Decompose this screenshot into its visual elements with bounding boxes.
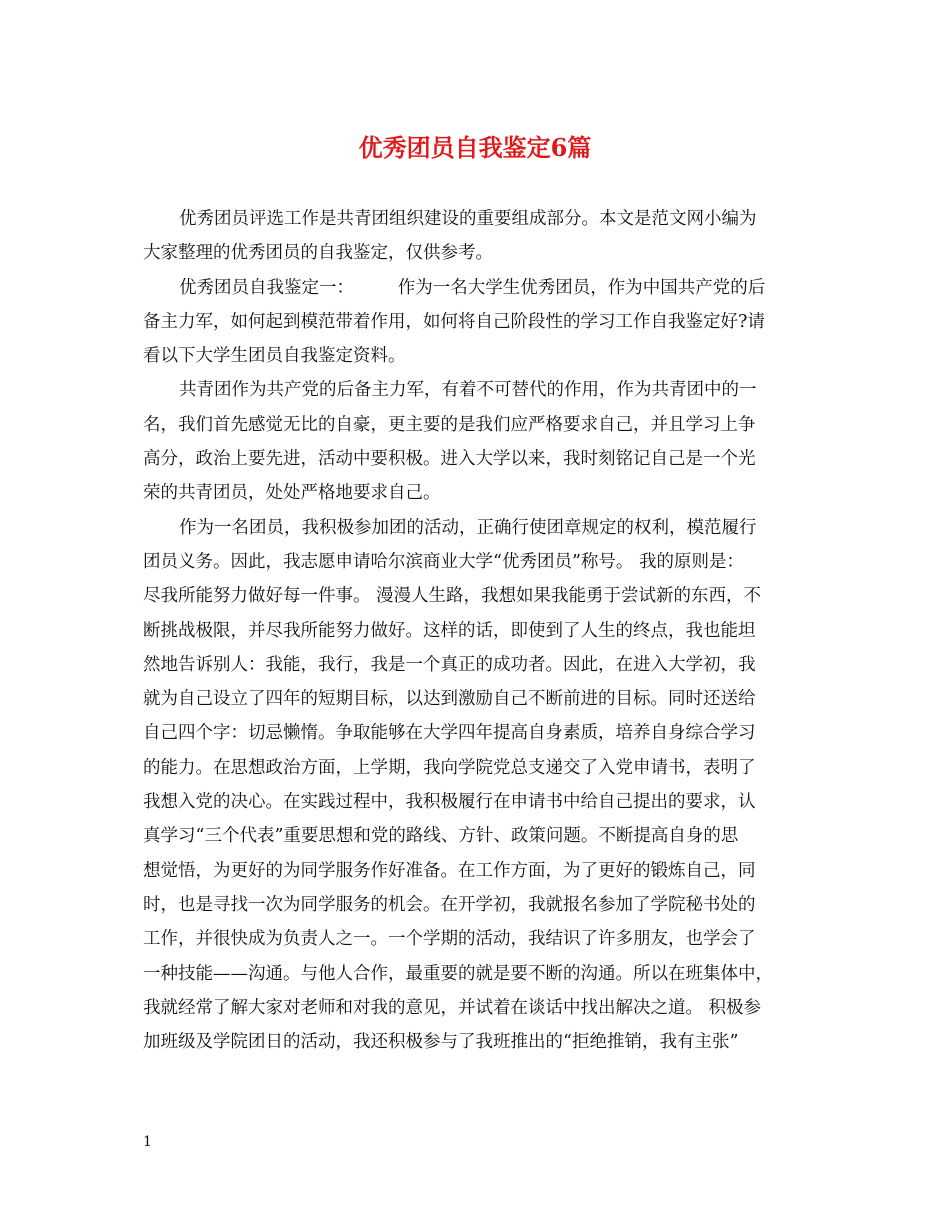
paragraph-line: 大家整理的优秀团员的自我鉴定，仅供参考。 [143, 243, 493, 264]
paragraph-line: 尽我所能努力做好每一件事。 漫漫人生路，我想如果我能勇于尝试新的东西，不 [143, 586, 762, 607]
paragraph-line: 一种技能——沟通。与他人合作，最重要的就是要不断的沟通。所以在班集体中， [143, 963, 773, 984]
paragraph-line: 名，我们首先感觉无比的自豪，更主要的是我们应严格要求自己，并且学习上争 [143, 414, 756, 435]
paragraph-line: 团员义务。因此，我志愿申请哈尔滨商业大学“优秀团员”称号。 我的原则是： [143, 551, 744, 572]
paragraph-line: 真学习“三个代表”重要思想和党的路线、方针、政策问题。不断提高自身的思 [143, 826, 739, 847]
paragraph-line: 加班级及学院团日的活动，我还积极参与了我班推出的“拒绝推销，我有主张” [143, 1032, 739, 1053]
paragraph-line: 优秀团员评选工作是共青团组织建设的重要组成部分。本文是范文网小编为 [179, 209, 757, 229]
paragraph-line: 优秀团员自我鉴定一： 作为一名大学生优秀团员，作为中国共产党的后 [179, 277, 766, 298]
paragraph-line: 共青团作为共产党的后备主力军，有着不可替代的作用，作为共青团中的一 [179, 380, 757, 401]
page-number: 1 [143, 1134, 152, 1150]
paragraph-line: 备主力军，如何起到模范带着作用，如何将自己阶段性的学习工作自我鉴定好?请 [143, 311, 765, 332]
paragraph-line: 作为一名团员，我积极参加团的活动，正确行使团章规定的权利，模范履行 [179, 517, 757, 538]
paragraph-line: 就为自己设立了四年的短期目标，以达到激励自己不断前进的目标。同时还送给 [143, 689, 756, 710]
document-body [143, 202, 811, 1059]
paragraph-line: 看以下大学生团员自我鉴定资料。 [143, 346, 406, 367]
paragraph-line: 荣的共青团员，处处严格地要求自己。 [143, 483, 441, 504]
paragraph-line: 的能力。在思想政治方面，上学期，我向学院党总支递交了入党申请书，表明了 [143, 757, 756, 778]
paragraph-line: 然地告诉别人：我能，我行，我是一个真正的成功者。因此，在进入大学初，我 [143, 654, 756, 675]
paragraph-line: 断挑战极限，并尽我所能努力做好。这样的话，即使到了人生的终点，我也能坦 [143, 620, 756, 641]
paragraph-line: 工作，并很快成为负责人之一。一个学期的活动，我结识了许多朋友，也学会了 [143, 929, 756, 950]
paragraph-line: 我想入党的决心。在实践过程中，我积极履行在申请书中给自己提出的要求，认 [143, 792, 756, 813]
document-title: 优秀团员自我鉴定6篇 [358, 133, 592, 162]
paragraph-line: 想觉悟，为更好的为同学服务作好准备。在工作方面，为了更好的锻炼自己，同 [143, 860, 756, 881]
paragraph-line: 时，也是寻找一次为同学服务的机会。在开学初，我就报名参加了学院秘书处的 [143, 894, 756, 915]
paragraph-line: 我就经常了解大家对老师和对我的意见，并试着在谈话中找出解决之道。 积极参 [143, 997, 762, 1018]
paragraph-line: 高分，政治上要先进，活动中要积极。进入大学以来，我时刻铭记自己是一个光 [143, 449, 756, 470]
paragraph-line: 自己四个字：切忌懒惰。争取能够在大学四年提高自身素质，培养自身综合学习 [143, 723, 756, 744]
